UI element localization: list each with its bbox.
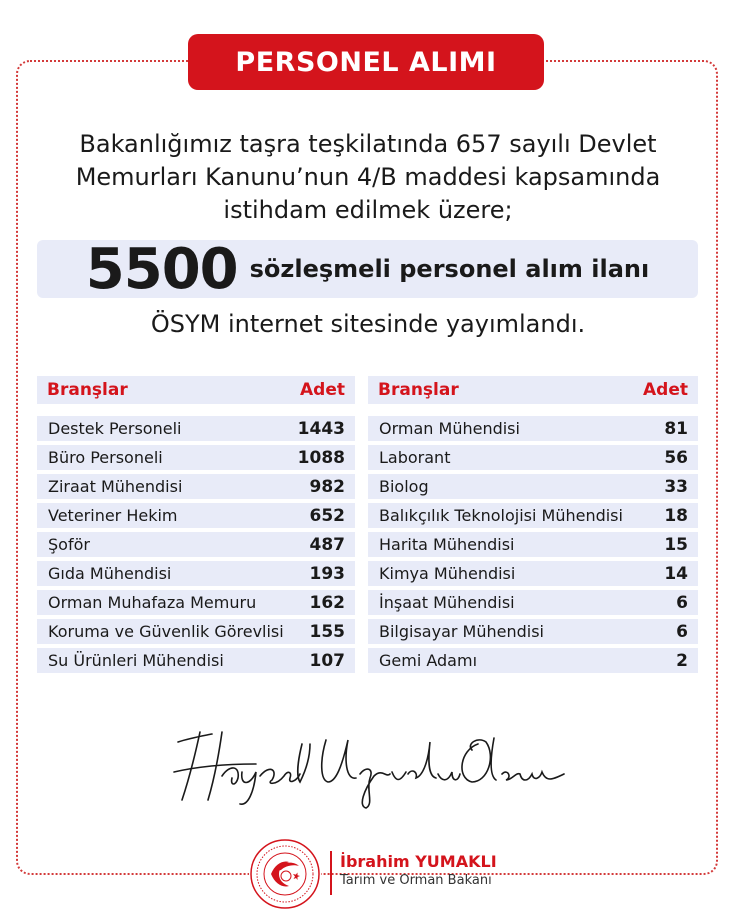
- minister-info: [340, 852, 497, 888]
- branch-count: 33: [664, 476, 688, 497]
- branch-name: Koruma ve Güvenlik Görevlisi: [48, 622, 284, 641]
- header-branch: Branşlar: [378, 380, 459, 400]
- table-header: [368, 376, 698, 404]
- branch-name: Büro Personeli: [48, 448, 163, 467]
- intro-text: [40, 128, 696, 227]
- page-title: PERSONEL ALIMI: [235, 46, 497, 78]
- table-row: [368, 532, 698, 557]
- branch-name: Su Ürünleri Mühendisi: [48, 651, 224, 670]
- table-row: [368, 503, 698, 528]
- intro-line-2: Memurları Kanunu’nun 4/B maddesi kapsamında: [75, 163, 661, 191]
- table-row: [37, 532, 355, 557]
- table-row: [368, 648, 698, 673]
- minister-role: Tarım ve Orman Bakanı: [340, 873, 492, 888]
- intro-line-1: Bakanlığımız taşra teşkilatında 657 sayılı Devlet: [79, 130, 657, 158]
- branch-count: 18: [664, 505, 688, 526]
- branch-count: 56: [664, 447, 688, 468]
- branch-name: Biolog: [379, 477, 429, 496]
- table-row: [368, 590, 698, 615]
- branch-name: Orman Mühendisi: [379, 419, 520, 438]
- branch-count: 982: [309, 476, 345, 497]
- table-row: [37, 474, 355, 499]
- branch-name: Orman Muhafaza Memuru: [48, 593, 257, 612]
- branch-count: 1443: [297, 418, 345, 439]
- table-row: [37, 445, 355, 470]
- branch-name: Ziraat Mühendisi: [48, 477, 183, 496]
- table-row: [37, 619, 355, 644]
- branch-name: Kimya Mühendisi: [379, 564, 516, 583]
- highlight-box: [37, 236, 698, 302]
- branch-count: 652: [309, 505, 345, 526]
- branch-name: İnşaat Mühendisi: [379, 593, 515, 612]
- published-note: ÖSYM internet sitesinde yayımlandı.: [150, 310, 586, 338]
- total-count: 5500: [85, 236, 238, 302]
- branch-table-left: [37, 376, 355, 677]
- table-row: [37, 590, 355, 615]
- table-row: [37, 648, 355, 673]
- branch-count: 487: [309, 534, 345, 555]
- table-row: [37, 503, 355, 528]
- branch-name: Bilgisayar Mühendisi: [379, 622, 544, 641]
- branch-count: 107: [309, 650, 345, 671]
- table-row: [368, 561, 698, 586]
- table-row: [368, 474, 698, 499]
- branch-count: 1088: [297, 447, 345, 468]
- branch-name: Şoför: [48, 535, 90, 554]
- header-branch: Branşlar: [47, 380, 128, 400]
- header-count: Adet: [643, 380, 688, 400]
- branch-name: Laborant: [379, 448, 451, 467]
- minister-name: İbrahim YUMAKLI: [340, 852, 497, 871]
- branch-count: 15: [664, 534, 688, 555]
- branch-count: 2: [676, 650, 688, 671]
- branch-name: Gıda Mühendisi: [48, 564, 172, 583]
- branch-count: 6: [676, 621, 688, 642]
- header-count: Adet: [300, 380, 345, 400]
- branch-count: 81: [664, 418, 688, 439]
- table-row: [37, 561, 355, 586]
- table-header: [37, 376, 355, 404]
- table-row: [37, 416, 355, 441]
- handwritten-signature: [160, 720, 570, 810]
- branch-count: 14: [664, 563, 688, 584]
- branch-name: Balıkçılık Teknolojisi Mühendisi: [379, 506, 623, 525]
- branch-name: Destek Personeli: [48, 419, 182, 438]
- footer-divider: [330, 851, 332, 895]
- branch-name: Veteriner Hekim: [48, 506, 178, 525]
- intro-line-3: istihdam edilmek üzere;: [223, 196, 513, 224]
- branch-count: 155: [309, 621, 345, 642]
- table-row: [368, 445, 698, 470]
- branch-count: 6: [676, 592, 688, 613]
- title-banner: [188, 34, 544, 90]
- table-row: [368, 619, 698, 644]
- branch-name: Gemi Adamı: [379, 651, 478, 670]
- branch-count: 162: [309, 592, 345, 613]
- table-row: [368, 416, 698, 441]
- branch-count: 193: [309, 563, 345, 584]
- branch-name: Harita Mühendisi: [379, 535, 515, 554]
- ministry-seal-icon: [249, 838, 321, 910]
- highlight-text: sözleşmeli personel alım ilanı: [249, 255, 650, 283]
- branch-table-right: [368, 376, 698, 677]
